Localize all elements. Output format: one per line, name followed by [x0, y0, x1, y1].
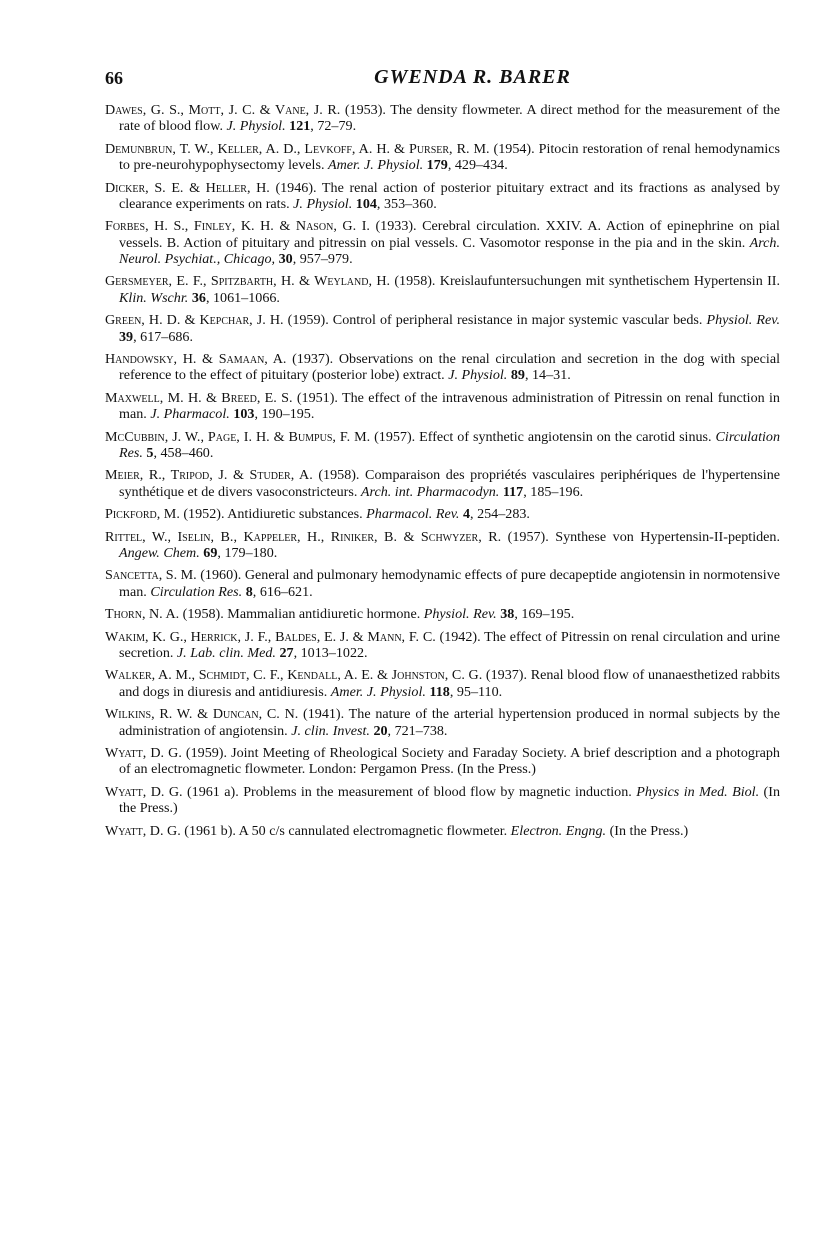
reference-item: Pickford, M. (1952). Antidiuretic substances. Pharmacol. Rev. 4, 254–283.	[105, 506, 530, 523]
reference-item: Walker, A. M., Schmidt, C. F., Kendall, A. E. & Johnston, C. G. (1937). Renal blood flow of unanaesthetized rabbits and dogs in diuresis and antidiuresis. Amer. J. Physiol. 118, 95–110.	[105, 667, 780, 700]
reference-item: Maxwell, M. H. & Breed, E. S. (1951). The effect of the intravenous administration of Pitressin on renal function in man. J. Pharmacol. 103, 190–195.	[105, 389, 780, 423]
reference-item: Wyatt, D. G. (1961 a). Problems in the measurement of blood flow by magnetic induction. Physics in Med. Biol. (In the Press.)	[105, 783, 780, 817]
reference-item: Wilkins, R. W. & Duncan, C. N. (1941). The nature of the arterial hypertension produced in normal subjects by the administration of angiotensin. J. clin. Invest. 20, 721–738.	[105, 706, 780, 739]
reference-item: Gersmeyer, E. F., Spitzbarth, H. & Weyland, H. (1958). Kreislaufuntersuchungen mit synthetischem Hypertensin II. Klin. Wschr. 36, 1061–1066.	[105, 273, 780, 306]
reference-item: McCubbin, J. W., Page, I. H. & Bumpus, F. M. (1957). Effect of synthetic angiotensin on the carotid sinus. Circulation Res. 5, 458–460.	[105, 428, 780, 461]
page-number: 66	[105, 68, 123, 88]
reference-item: Dicker, S. E. & Heller, H. (1946). The renal action of posterior pituitary extract and its fractions as analysed by clearance experiments on rats. J. Physiol. 104, 353–360.	[105, 179, 780, 212]
reference-item: Thorn, N. A. (1958). Mammalian antidiuretic hormone. Physiol. Rev. 38, 169–195.	[105, 606, 575, 623]
reference-item: Wakim, K. G., Herrick, J. F., Baldes, E. J. & Mann, F. C. (1942). The effect of Pitressin on renal circulation and urine secretion. J. Lab. clin. Med. 27, 1013–1022.	[105, 628, 780, 661]
reference-item: Sancetta, S. M. (1960). General and pulmonary hemodynamic effects of pure decapeptide angiotensin in normotensive man. Circulation Res. 8, 616–621.	[105, 567, 780, 600]
reference-item: Meier, R., Tripod, J. & Studer, A. (1958). Comparaison des propriétés vasculaires periphériques de l'hypertensine synthétique et de divers vasoconstricteurs. Arch. int. Pharmacodyn. 117, 185–196.	[105, 467, 780, 500]
reference-item: Demunbrun, T. W., Keller, A. D., Levkoff, A. H. & Purser, R. M. (1954). Pitocin restoration of renal hemodynamics to pre-neurohypophysectomy levels. Amer. J. Physiol. 179, 429–434.	[105, 140, 780, 174]
page	[105, 68, 780, 845]
reference-item: Green, H. D. & Kepchar, J. H. (1959). Control of peripheral resistance in major systemic vascular beds. Physiol. Rev. 39, 617–686.	[105, 312, 780, 345]
reference-list	[105, 102, 780, 839]
reference-item: Dawes, G. S., Mott, J. C. & Vane, J. R. (1953). The density flowmeter. A direct method for the measurement of the rate of blood flow. J. Physiol. 121, 72–79.	[105, 102, 780, 135]
reference-item: Wyatt, D. G. (1961 b). A 50 c/s cannulated electromagnetic flowmeter. Electron. Engng. (In the Press.)	[105, 822, 689, 839]
reference-item: Handowsky, H. & Samaan, A. (1937). Observations on the renal circulation and secretion in the dog with special reference to the effect of pituitary (posterior lobe) extract. J. Physiol. 89, 14–31.	[105, 350, 780, 384]
reference-item: Rittel, W., Iselin, B., Kappeler, H., Riniker, B. & Schwyzer, R. (1957). Synthese von Hypertensin-II-peptiden. Angew. Chem. 69, 179–180.	[105, 528, 780, 561]
reference-item: Wyatt, D. G. (1959). Joint Meeting of Rheological Society and Faraday Society. A brief description and a photograph of an electromagnetic flowmeter. London: Pergamon Press. (In the Press.)	[105, 744, 780, 778]
running-title: GWENDA R. BARER	[374, 66, 571, 88]
reference-item: Forbes, H. S., Finley, K. H. & Nason, G. I. (1933). Cerebral circulation. XXIV. A. Action of epinephrine on pial vessels. B. Action of pituitary and pitressin on pial vessels. C. Vasomotor response in the pia and in the skin. Arch. Neurol. Psychiat., Chicago, 30, 957–979.	[105, 218, 780, 267]
running-head	[105, 68, 780, 96]
